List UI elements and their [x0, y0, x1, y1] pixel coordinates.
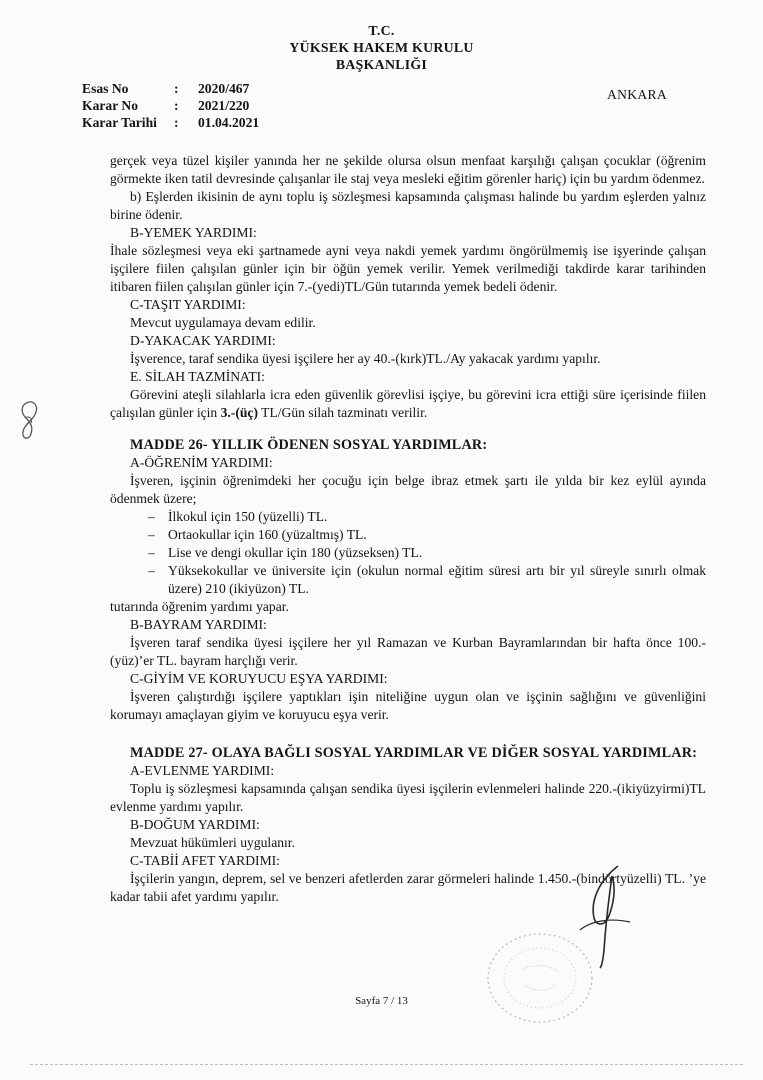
text-run: TL/Gün silah tazminatı verilir. [257, 405, 428, 420]
paragraph: İşveren, işçinin öğrenimdeki her çocuğu için belge ibraz etmek şartı ile yılda bir kez eylül ayında ödenmek üzere; [110, 473, 706, 506]
paragraph: Mevcut uygulamaya devam edilir. [130, 315, 316, 330]
paragraph: İhale sözleşmesi veya eki şartnamede ayni veya nakdi yemek yardımı öngörülmemiş ise işyerinde çalışan işçilere fiilen çalışılan günler için bir öğün yemek verilir. Yemek verilmediği takdirde karar tarihinden itibaren fiilen çalışılan günler için 7.-(yedi)TL/Gün tutarında yemek bedeli ödenir. [110, 243, 706, 294]
karar-value: 2021/220 [198, 98, 250, 113]
list-item-text: İlkokul için 150 (yüzelli) TL. [168, 509, 328, 524]
text-run: Görevini ateşli silahlarla icra eden güvenlik görevlisi işçiye, bu görevini icra ettiği süre içerisinde fiilen çalışılan günler için [110, 387, 706, 420]
esas-value: 2020/467 [198, 81, 250, 96]
header-department: BAŞKANLIĞI [335, 57, 428, 72]
list-item [148, 526, 706, 544]
colon: : [174, 81, 179, 96]
list-dash: – [148, 509, 155, 524]
section-title: B-DOĞUM YARDIMI: [130, 817, 260, 832]
header-tc: T.C. [368, 23, 395, 38]
list-item-text: Yüksekokullar ve üniversite için (okulun normal eğitim süresi artı bir yıl süreyle sınırlı olmak üzere) 210 (ikiyüzon) TL. [168, 563, 706, 596]
list-item [148, 544, 706, 562]
article-title: MADDE 26- YILLIK ÖDENEN SOSYAL YARDIMLAR: [130, 437, 488, 453]
handwritten-initial-icon [16, 398, 42, 447]
esas-row [82, 80, 259, 97]
list-item [148, 562, 706, 598]
paragraph: İşçilerin yangın, deprem, sel ve benzeri afetlerden zarar görmeleri halinde 1.450.-(bindörtyüzelli) TL. ’ye kadar tabii afet yardımı yapılır. [110, 871, 706, 904]
list-item [148, 508, 706, 526]
tarih-row [82, 114, 259, 131]
section-title: C-TAŞIT YARDIMI: [130, 297, 246, 312]
section-title: D-YAKACAK YARDIMI: [130, 333, 276, 348]
section-title: C-GİYİM VE KORUYUCU EŞYA YARDIMI: [130, 671, 388, 686]
tarih-label: Karar Tarihi [82, 115, 157, 130]
paragraph: Toplu iş sözleşmesi kapsamında çalışan sendika üyesi işçilerin evlenmeleri halinde 220.-(ikiyüzyirmi)TL evlenme yardımı yapılır. [110, 781, 706, 814]
paragraph: tutarında öğrenim yardımı yapar. [110, 599, 289, 614]
colon: : [174, 115, 179, 130]
article-title: MADDE 27- OLAYA BAĞLI SOSYAL YARDIMLAR VE DİĞER SOSYAL YARDIMLAR: [130, 745, 698, 761]
text-run-bold: 3.-(üç) [220, 405, 258, 420]
paragraph: b) Eşlerden ikisinin de aynı toplu iş sözleşmesi kapsamında çalışması halinde bu yardım eşlerden yalnız birine ödenir. [110, 189, 706, 222]
list-dash: – [148, 545, 155, 560]
paragraph: gerçek veya tüzel kişiler yanında her ne şekilde olursa olsun menfaat karşılığı çalışan çocuklar (öğrenim görmekte iken tatil devresinde çalışanlar ile staj veya mesleki eğitim görenler hariç) için bu yardım ödenmez. [110, 153, 706, 186]
stamp-icon [470, 920, 610, 1035]
document-body [110, 152, 706, 906]
paragraph: İşveren taraf sendika üyesi işçilere her yıl Ramazan ve Kurban Bayramlarından bir hafta önce 100.-(yüz)’er TL. bayram harçlığı verir. [110, 635, 706, 668]
section-title: C-TABİİ AFET YARDIMI: [130, 853, 280, 868]
list-item-text: Ortaokullar için 160 (yüzaltmış) TL. [168, 527, 367, 542]
page-number: Sayfa 7 / 13 [355, 995, 408, 1007]
case-meta [82, 80, 259, 131]
city: ANKARA [607, 87, 667, 102]
paragraph: İşverence, taraf sendika üyesi işçilere her ay 40.-(kırk)TL./Ay yakacak yardımı yapılır. [130, 351, 601, 366]
karar-row [82, 97, 259, 114]
section-title: B-YEMEK YARDIMI: [130, 225, 257, 240]
section-title: E. SİLAH TAZMİNATI: [130, 369, 265, 384]
list-dash: – [148, 527, 155, 542]
section-title: B-BAYRAM YARDIMI: [130, 617, 267, 632]
paragraph [110, 386, 706, 422]
section-title: A-ÖĞRENİM YARDIMI: [130, 455, 273, 470]
section-title: A-EVLENME YARDIMI: [130, 763, 275, 778]
colon: : [174, 98, 179, 113]
esas-label: Esas No [82, 81, 129, 96]
paragraph: İşveren çalıştırdığı işçilere yaptıkları işin niteliğine uygun olan ve işçinin sağlığını ve güvenliğini korumayı amaçlayan giyim ve koruyucu eşya verir. [110, 689, 706, 722]
header-institution: YÜKSEK HAKEM KURULU [289, 40, 474, 55]
list-item-text: Lise ve dengi okullar için 180 (yüzseksen) TL. [168, 545, 423, 560]
list-dash: – [148, 563, 155, 578]
paragraph: Mevzuat hükümleri uygulanır. [130, 835, 295, 850]
scan-edge-line [30, 1064, 743, 1065]
tarih-value: 01.04.2021 [198, 115, 260, 130]
karar-label: Karar No [82, 98, 139, 113]
amount-list [110, 508, 706, 598]
